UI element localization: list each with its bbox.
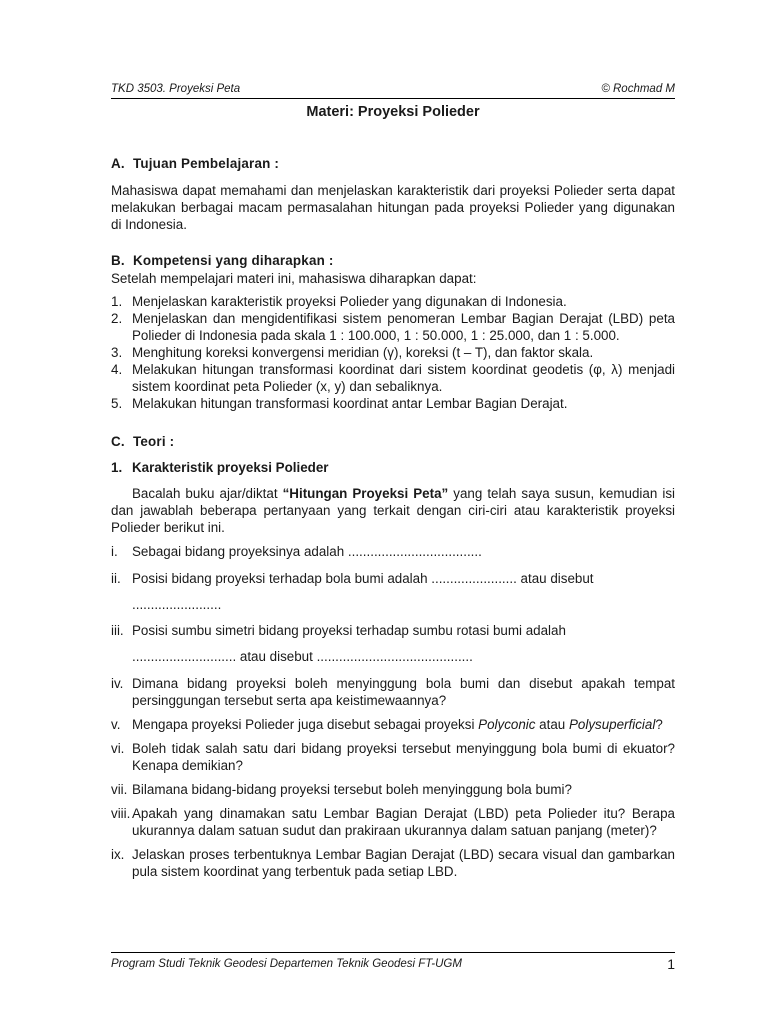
document-body: [111, 155, 675, 880]
subsection-1-heading: 1. Karakteristik proyeksi Polieder: [111, 460, 329, 475]
list-item: 4. Melakukan hitungan transformasi koordinat dari sistem koordinat geodetis (φ, λ) menjadi sistem koordinat peta Polieder (x, y) dan sebaliknya.: [111, 362, 675, 394]
question-item: i. Sebagai bidang proyeksinya adalah ....................................: [111, 544, 482, 559]
footer-text: Program Studi Teknik Geodesi Departemen Teknik Geodesi FT-UGM: [111, 958, 462, 970]
question-item: vi. Boleh tidak salah satu dari bidang proyeksi tersebut menyinggung bola bumi di ekuator? Kenapa demikian?: [111, 741, 675, 773]
author-credit: © Rochmad M: [601, 83, 675, 95]
section-b-heading: B. Kompetensi yang diharapkan :: [111, 253, 334, 268]
subsection-1-paragraph: Bacalah buku ajar/diktat “Hitungan Proyeksi Peta” yang telah saya susun, kemudian isi dan jawablah beberapa pertanyaan yang terkait dengan ciri-ciri atau karakteristik proyeksi Polieder berikut ini.: [111, 486, 675, 535]
section-a-heading: A. Tujuan Pembelajaran :: [111, 156, 280, 171]
section-c-heading: C. Teori :: [111, 434, 175, 449]
course-code: TKD 3503. Proyeksi Peta: [111, 83, 241, 95]
list-item: 1. Menjelaskan karakteristik proyeksi Polieder yang digunakan di Indonesia.: [111, 294, 567, 309]
list-item: 5. Melakukan hitungan transformasi koordinat antar Lembar Bagian Derajat.: [111, 396, 568, 411]
question-item: vii. Bilamana bidang-bidang proyeksi tersebut boleh menyinggung bola bumi?: [111, 782, 572, 797]
section-a-text: Mahasiswa dapat memahami dan menjelaskan karakteristik dari proyeksi Polieder serta dapat melakukan berbagai macam permasalahan hitungan pada proyeksi Polieder yang digunakan di Indonesia.: [111, 183, 675, 232]
page-number: 1: [667, 956, 675, 972]
page-title: Materi: Proyeksi Polieder: [306, 104, 480, 120]
section-b-intro: Setelah mempelajari materi ini, mahasiswa diharapkan dapat:: [111, 271, 477, 286]
question-item: ix. Jelaskan proses terbentuknya Lembar Bagian Derajat (LBD) secara visual dan gambarkan pula sistem koordinat yang terbentuk pada setiap LBD.: [111, 847, 675, 879]
question-item: iii. Posisi sumbu simetri bidang proyeksi terhadap sumbu rotasi bumi adalah ............................ atau disebut ..........................................: [111, 623, 566, 664]
competency-list: [111, 293, 675, 412]
question-item: ii. Posisi bidang proyeksi terhadap bola bumi adalah ....................... atau disebut ........................: [111, 571, 594, 612]
question-item: viii. Apakah yang dinamakan satu Lembar Bagian Derajat (LBD) peta Polieder itu? Berapa ukurannya dalam satuan sudut dan prakiraan ukurannya dalam satuan panjang (meter)?: [111, 806, 675, 838]
question-item: iv. Dimana bidang proyeksi boleh menyinggung bola bumi dan disebut apakah tempat persinggungan tersebut serta apa keistimewaannya?: [111, 676, 675, 708]
page-footer: [111, 958, 675, 970]
footer-divider: [111, 952, 675, 953]
header-divider: [111, 98, 675, 99]
list-item: 2. Menjelaskan dan mengidentifikasi sistem penomeran Lembar Bagian Derajat (LBD) peta Polieder di Indonesia pada skala 1 : 100.000, 1 : 50.000, 1 : 25.000, dan 1 : 5.000.: [111, 311, 675, 343]
list-item: 3. Menghitung koreksi konvergensi meridian (γ), koreksi (t – T), dan faktor skala.: [111, 345, 594, 360]
question-item: v. Mengapa proyeksi Polieder juga disebut sebagai proyeksi Polyconic atau Polysuperficial?: [111, 717, 663, 732]
question-list: [111, 543, 675, 880]
